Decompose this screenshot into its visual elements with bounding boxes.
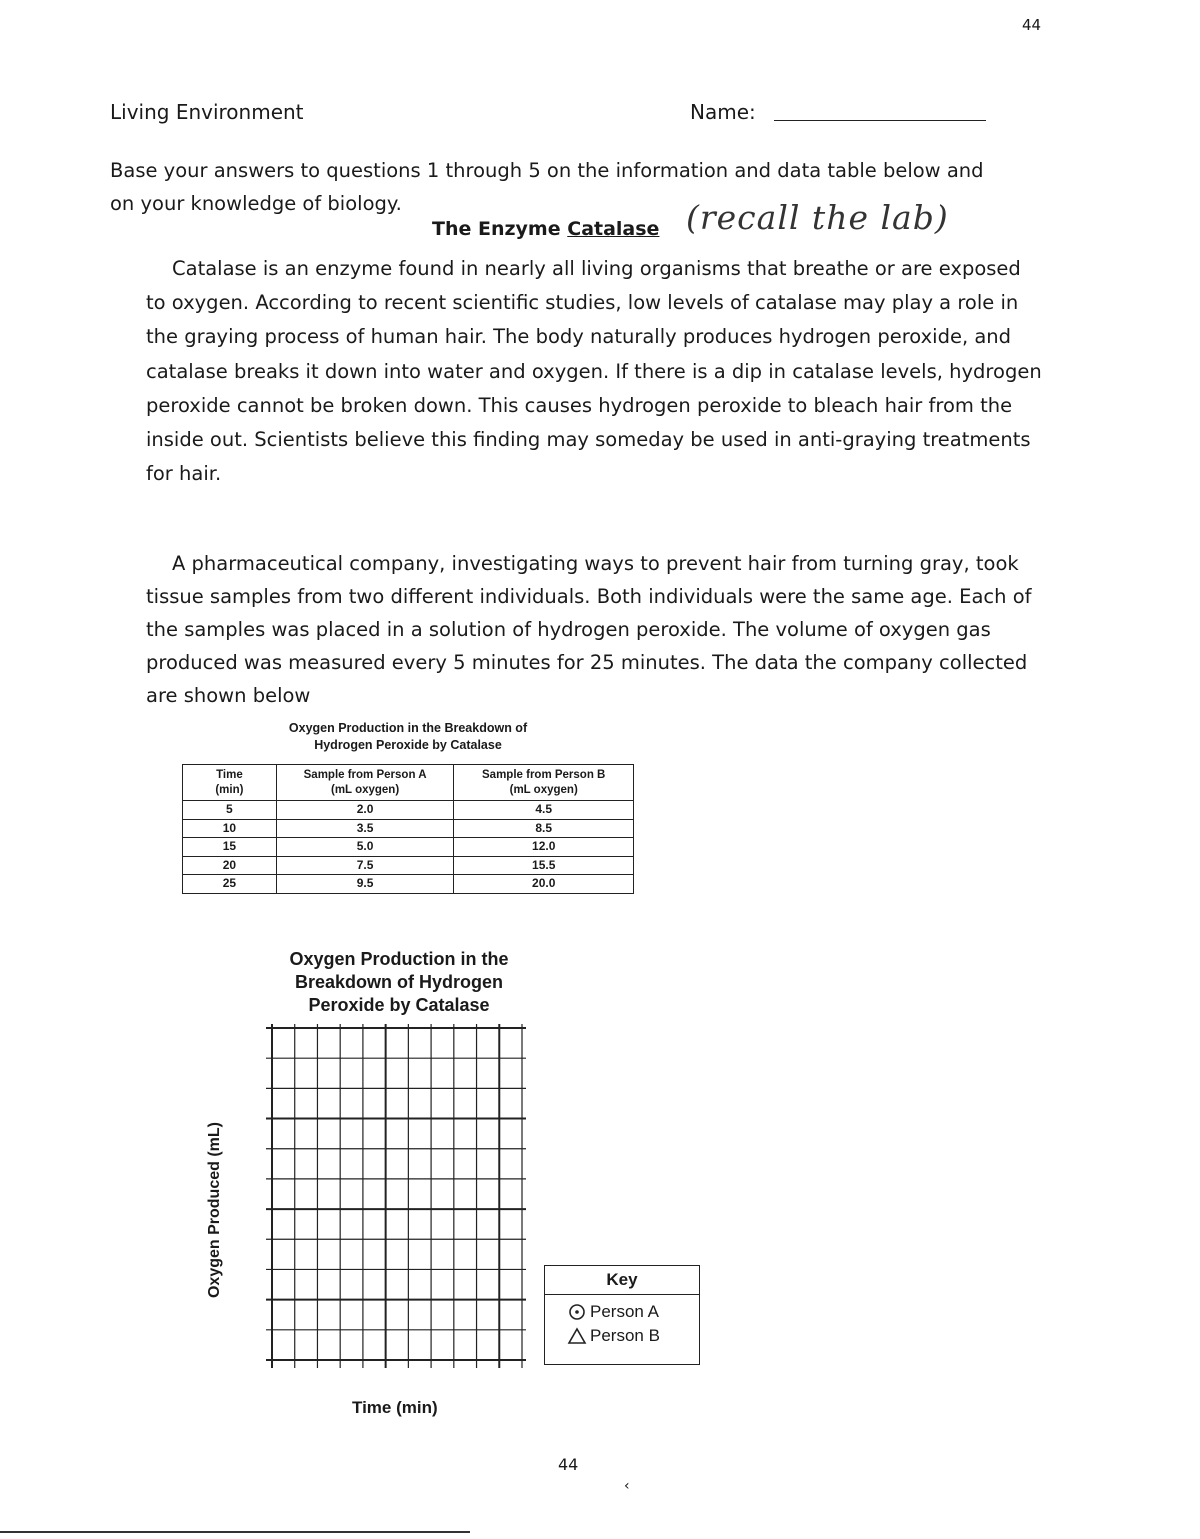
table-cell: 10 [183, 819, 277, 838]
data-table-title-line1: Oxygen Production in the Breakdown of [288, 721, 528, 735]
reading-title [432, 218, 659, 240]
table-cell: 3.5 [276, 819, 454, 838]
table-cell: 5 [183, 801, 277, 820]
table-row [183, 856, 634, 875]
data-table [182, 764, 634, 894]
graph-key [544, 1265, 700, 1365]
table-cell: 15 [183, 838, 277, 857]
table-cell: 25 [183, 875, 277, 894]
table-cell: 8.5 [454, 819, 634, 838]
name-blank-line[interactable] [774, 120, 986, 121]
table-header-time: Time (min) [183, 765, 277, 801]
table-cell: 20 [183, 856, 277, 875]
table-cell: 20.0 [454, 875, 634, 894]
blank-graph-grid[interactable] [262, 1020, 532, 1374]
table-cell: 5.0 [276, 838, 454, 857]
data-table-title [182, 720, 634, 754]
paragraph-experiment [146, 547, 1046, 712]
page-number-bottom: 44 [558, 1455, 579, 1474]
table-cell: 4.5 [454, 801, 634, 820]
table-row [183, 819, 634, 838]
table-row [183, 875, 634, 894]
table-cell: 9.5 [276, 875, 454, 894]
key-item-person-a [567, 1302, 659, 1322]
table-header-person-a: Sample from Person A (mL oxygen) [276, 765, 454, 801]
key-label-person-b: Person B [590, 1326, 660, 1345]
stray-mark: ‹ [624, 1478, 630, 1494]
reading-title-underlined: Catalase [567, 218, 660, 240]
graph-title-line3: Peroxide by Catalase [308, 995, 490, 1015]
name-label: Name: [690, 100, 756, 124]
paragraph-catalase-text: Catalase is an enzyme found in nearly all living organisms that breathe or are exposed to oxygen. According to recent scientific studies, low levels of catalase may play a role in the graying process of human hair. The body naturally produces hydrogen peroxide, and catalase breaks it down into water and oxygen. If there is a dip in catalase levels, hydrogen peroxide cannot be broken down. This causes hydrogen peroxide to bleach hair from the inside out. Scientists believe this finding may someday be used in anti-graying treatments for hair. [146, 257, 1042, 486]
graph-title-line1: Oxygen Production in the [289, 949, 509, 969]
handwritten-note: (recall the lab) [686, 198, 949, 237]
graph-title-line2: Breakdown of Hydrogen [294, 972, 504, 992]
table-cell: 15.5 [454, 856, 634, 875]
table-header-person-b: Sample from Person B (mL oxygen) [454, 765, 634, 801]
table-header-row [183, 765, 634, 801]
triangle-icon [567, 1326, 587, 1346]
key-item-person-b [567, 1326, 660, 1346]
course-title: Living Environment [110, 100, 304, 124]
page-number-top: 44 [1022, 16, 1042, 34]
key-label-person-a: Person A [590, 1302, 659, 1321]
reading-title-prefix: The Enzyme [432, 218, 568, 240]
scan-edge-line [0, 1531, 470, 1533]
circle-dot-icon [567, 1302, 587, 1322]
instructions: Base your answers to questions 1 through 5 on the information and data table below and on your knowledge of biology. [110, 159, 984, 215]
data-table-title-line2: Hydrogen Peroxide by Catalase [314, 738, 502, 752]
x-axis-label: Time (min) [352, 1398, 438, 1417]
table-cell: 7.5 [276, 856, 454, 875]
y-axis-label: Oxygen Produced (mL) [206, 1121, 223, 1299]
table-row [183, 801, 634, 820]
table-cell: 2.0 [276, 801, 454, 820]
graph-title [268, 948, 530, 1017]
table-row [183, 838, 634, 857]
key-title: Key [545, 1266, 699, 1295]
table-cell: 12.0 [454, 838, 634, 857]
paragraph-catalase [146, 252, 1046, 491]
paragraph-experiment-text: A pharmaceutical company, investigating ways to prevent hair from turning gray, took tissue samples from two different individuals. Both individuals were the same age. Each of the samples was placed in a solution of hydrogen peroxide. The volume of oxygen gas produced was measured every 5 minutes for 25 minutes. The data the company collected are shown below [146, 552, 1032, 707]
